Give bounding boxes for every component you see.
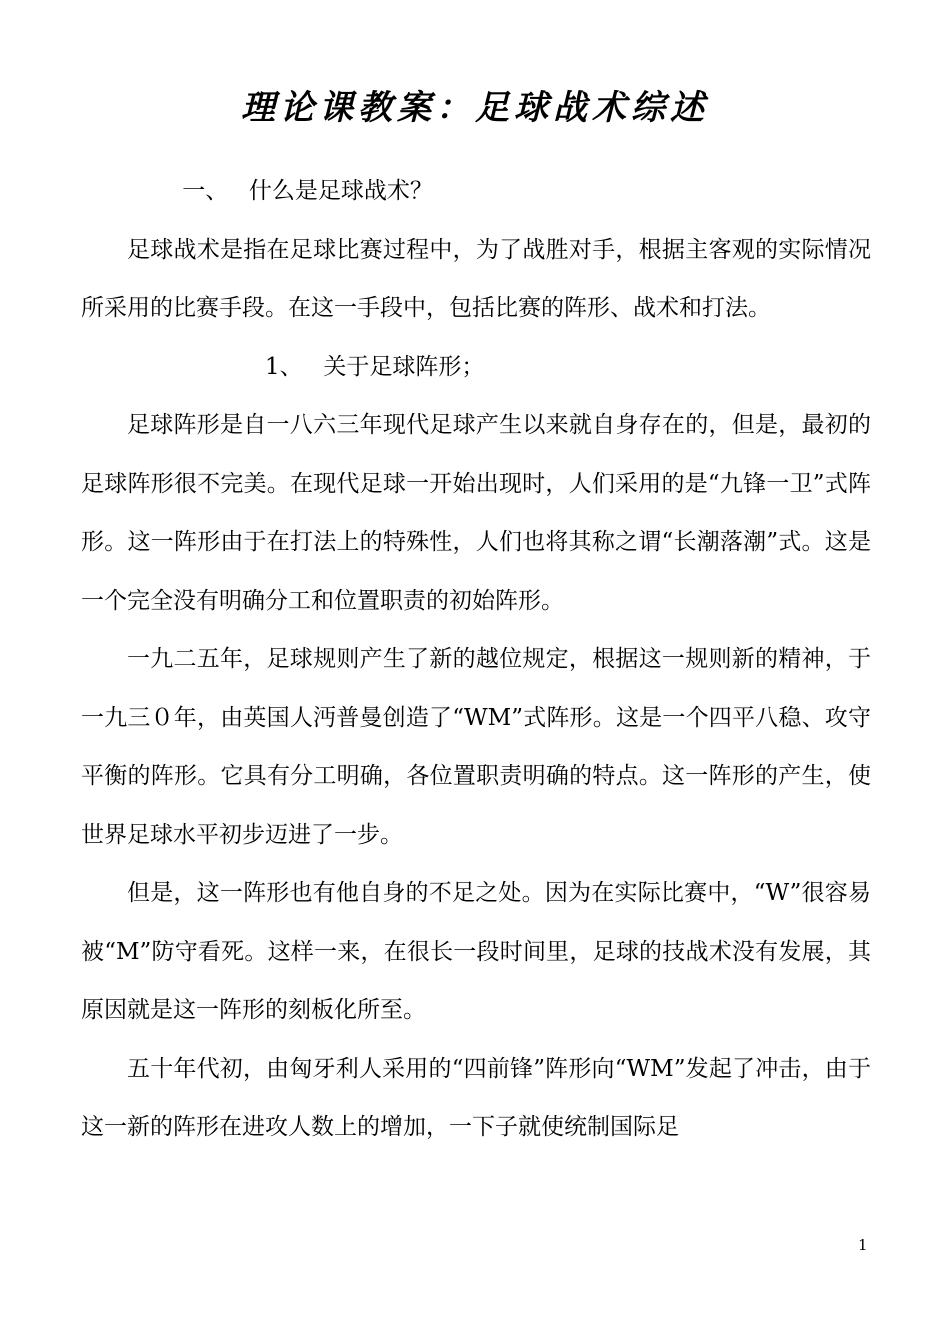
section-heading	[81, 162, 871, 221]
page-number: 1	[858, 1236, 868, 1254]
document-title: 理论课教案：足球战术综述	[241, 88, 709, 128]
paragraph: 一九二五年，足球规则产生了新的越位规定，根据这一规则新的精神，于一九三０年，由英国人沔普曼创造了“WM”式阵形。这是一个四平八稳、攻守平衡的阵形。它具有分工明确，各位置职责明确的特点。这一阵形的产生，使世界足球水平初步迈进了一步。	[81, 646, 871, 848]
subsection-heading	[81, 338, 871, 397]
paragraph: 但是，这一阵形也有他自身的不足之处。因为在实际比赛中，“W”很容易被“M”防守看死。这样一来，在很长一段时间里，足球的技战术没有发展，其原因就是这一阵形的刻板化所至。	[81, 880, 871, 1023]
document-body	[81, 162, 871, 1157]
subsection-number: 1、	[265, 353, 303, 380]
paragraph: 足球阵形是自一八六三年现代足球产生以来就自身存在的，但是，最初的足球阵形很不完美。在现代足球一开始出现时，人们采用的是“九锋一卫”式阵形。这一阵形由于在打法上的特殊性，人们也将其称之谓“长潮落潮”式。这是一个完全没有明确分工和位置职责的初始阵形。	[81, 412, 871, 614]
paragraph: 足球战术是指在足球比赛过程中，为了战胜对手，根据主客观的实际情况所采用的比赛手段。在这一手段中，包括比赛的阵形、战术和打法。	[81, 236, 871, 321]
subsection-heading-text: 关于足球阵形；	[323, 353, 485, 380]
paragraph: 五十年代初，由匈牙利人采用的“四前锋”阵形向“WM”发起了冲击，由于这一新的阵形在进攻人数上的增加，一下子就使统制国际足	[81, 1055, 871, 1140]
section-heading-text: 什么是足球战术？	[248, 178, 433, 204]
section-number: 一、	[182, 178, 229, 204]
